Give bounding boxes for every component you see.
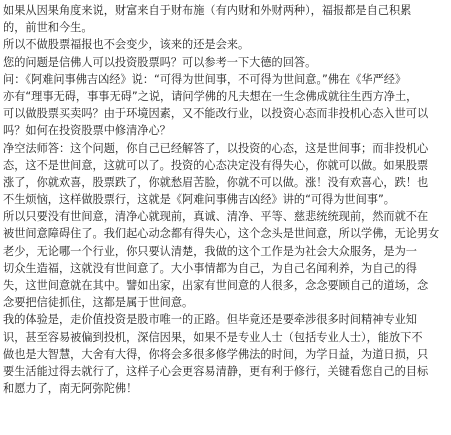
text-line: 吗？如何在投资股票中修清净心？ xyxy=(3,124,171,138)
text-line: 要生活能过得去就行了，这样子心会更容易清静，更有利于修行，关键看您自己的目标 xyxy=(3,364,429,378)
text-line: 我的体验是，走价值投资是股市唯一的正路。但毕竟还是要牵涉很多时间精神专业知 xyxy=(3,313,417,327)
text-line: 失，这世间意就在其中。譬如出家，出家有世间意的人很多，念念要顾自己的道场，念 xyxy=(3,279,429,292)
text-line: 和愿力了，南无阿弥陀佛！ xyxy=(3,382,138,396)
article-body xyxy=(3,2,449,397)
text-line: 识，甚至容易被偏到投机，深信因果，如果不是专业人士（包括专业人士），能放下不 xyxy=(3,330,423,344)
text-line: 不生烦恼，这样做股票行，这就是《阿难问事佛吉凶经》讲的“可得为世间事”。 xyxy=(3,193,395,207)
text-line: 老少，无论哪一个行业，你只要认清楚，我做的这个工作是为社会大众服务，是为一 xyxy=(3,244,417,258)
text-line: 被世间意障碍住了。我们起心动念都有得失心，这个念头是世间意，所以学佛，无论男女 xyxy=(3,227,440,241)
text-line: 念要把信徒抓住，这都是属于世间意。 xyxy=(3,296,194,310)
text-line: 切众生造福，这就没有世间意了。大小事情都为自己，为自己名闻利养，为自己的得 xyxy=(3,261,417,275)
text-line: 做也是大智慧，大舍有大得，你将会多很多修学佛法的时间，为学日益，为道日损，只 xyxy=(3,347,429,361)
text-line: 净空法师答：这个问题，你自己已经解答了，以投资的心态，这是世间事；而非投机心 xyxy=(3,141,429,155)
text-line: 所以不做股票福报也不会变少，该来的还是会来。 xyxy=(3,38,250,52)
text-line: 的，前世和今生。 xyxy=(3,21,93,35)
text-line: 如果从因果角度来说，财富来自于财布施（有内财和外财两种），福报都是自己积累 xyxy=(3,4,412,17)
text-line: 您的问题是信佛人可以投资股票吗？可以参考一下大德的回答。 xyxy=(3,55,317,69)
text-line: 态，这不是世间意，这就可以了。投资的心态决定没有得失心，你就可以做。如果股票 xyxy=(3,158,429,172)
text-line: 所以只要没有世间意，清净心就现前，真诚、清净、平等、慈悲统统现前，然而就不在 xyxy=(3,210,429,224)
text-line: 亦有“理事无碍，事事无碍”之说，请问学佛的凡夫想在一生念佛成就往生西方净土， xyxy=(3,89,418,103)
text-line: 问：《阿难问事佛吉凶经》说：“可得为世间事，不可得为世间意。”佛在《华严经》 xyxy=(3,72,407,86)
text-line: 可以做股票买卖吗？由于环境因素，又不能改行业，以投资心态而非投机心态入世可以 xyxy=(3,107,429,121)
text-line: 涨了，你就欢喜，股票跌了，你就愁眉苦脸，你就不可以做。涨！没有欢喜心，跌！也 xyxy=(3,175,429,189)
